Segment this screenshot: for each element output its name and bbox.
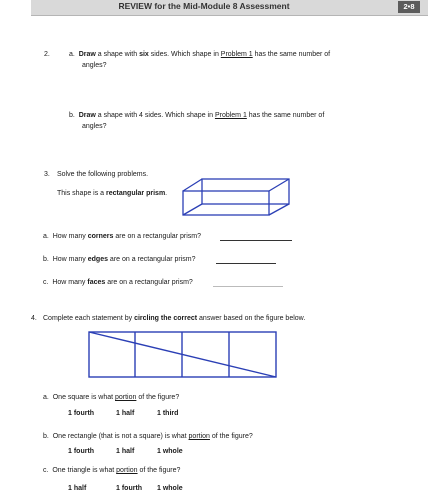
q3c-text: c. How many faces are on a rectangular prism? xyxy=(43,279,193,286)
q4a-choice[interactable]: 1 half xyxy=(116,410,135,417)
divided-rectangle-figure xyxy=(86,329,280,381)
prism-edge xyxy=(269,204,289,215)
q4b-choice[interactable]: 1 fourth xyxy=(68,448,95,455)
q4c-text: c. One triangle is what portion of the figure? xyxy=(43,467,181,474)
q3b-text: b. How many edges are on a rectangular prism? xyxy=(43,256,196,263)
q4-number: 4. xyxy=(31,315,37,322)
q4b-choice[interactable]: 1 whole xyxy=(157,448,183,455)
header-title: REVIEW for the Mid-Module 8 Assessment xyxy=(118,1,290,11)
q2b-line1: b. Draw a shape with 4 sides. Which shape in Problem 1 has the same number of xyxy=(69,112,325,119)
q3b-answer-blank[interactable] xyxy=(216,263,276,264)
q4a-choice[interactable]: 1 fourth xyxy=(68,410,95,417)
q2a-line2: angles? xyxy=(82,62,107,69)
q4b-choice[interactable]: 1 half xyxy=(116,448,135,455)
q4c-choice[interactable]: 1 whole xyxy=(157,485,183,492)
q4a-choice[interactable]: 1 third xyxy=(157,410,179,417)
problem-1-link[interactable]: Problem 1 xyxy=(214,112,247,119)
rectangular-prism-figure xyxy=(180,175,295,220)
q4c-choice[interactable]: 1 fourth xyxy=(116,485,143,492)
q3c-answer-blank[interactable] xyxy=(213,286,283,287)
q3a-text: a. How many corners are on a rectangular prism? xyxy=(43,233,201,240)
q2-number: 2. xyxy=(44,51,50,58)
prism-edge xyxy=(183,179,202,191)
q3-shape-text: This shape is a rectangular prism. xyxy=(57,190,168,197)
q3a-answer-blank[interactable] xyxy=(220,240,292,241)
module-badge: 2•8 xyxy=(398,1,420,13)
q4-instructions: Complete each statement by circling the correct answer based on the figure below. xyxy=(43,315,306,322)
page-header xyxy=(31,0,428,16)
q3-number: 3. xyxy=(44,171,50,178)
prism-edge xyxy=(269,179,289,191)
q4a-text: a. One square is what portion of the figure? xyxy=(43,394,180,401)
q2b-line2: angles? xyxy=(82,123,107,130)
prism-front-face xyxy=(183,191,269,215)
q3-intro: Solve the following problems. xyxy=(57,171,149,178)
prism-edge xyxy=(183,204,202,215)
q2a-line1: a. Draw a shape with six sides. Which shape in Problem 1 has the same number of xyxy=(69,51,331,58)
problem-1-link[interactable]: Problem 1 xyxy=(220,51,253,58)
q4b-text: b. One rectangle (that is not a square) is what portion of the figure? xyxy=(43,433,253,440)
q4c-choice[interactable]: 1 half xyxy=(68,485,87,492)
